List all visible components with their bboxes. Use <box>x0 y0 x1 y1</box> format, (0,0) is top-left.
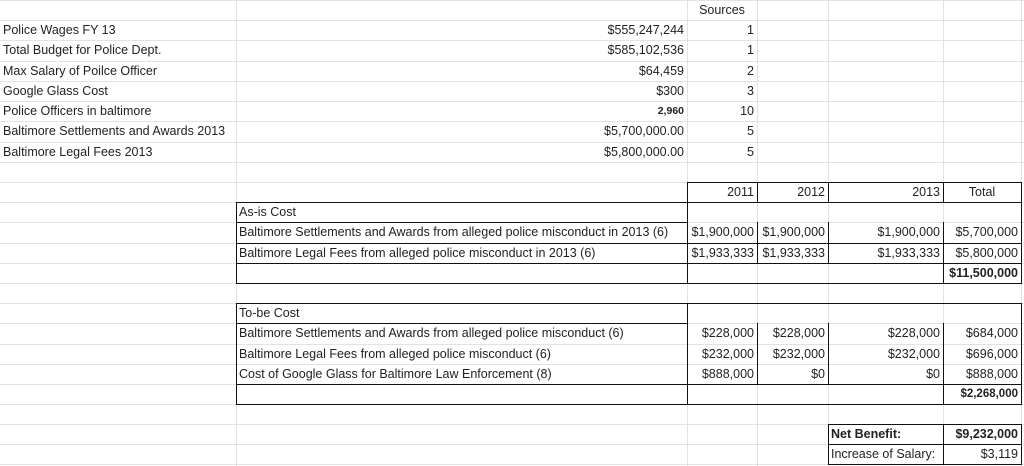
to-be-grand-total[interactable]: $2,268,000 <box>960 388 1018 400</box>
info-label[interactable]: Police Officers in baltimore <box>3 104 152 118</box>
salary-increase-value[interactable]: $3,119 <box>980 447 1018 461</box>
year-2013-header[interactable]: 2013 <box>912 185 940 199</box>
to-be-cell[interactable]: $228,000 <box>701 326 754 340</box>
as-is-cell[interactable]: $1,900,000 <box>762 225 825 239</box>
info-label[interactable]: Google Glass Cost <box>3 84 108 98</box>
info-source[interactable]: 5 <box>747 145 754 159</box>
to-be-cell[interactable]: $0 <box>811 367 825 381</box>
info-value[interactable]: 2,960 <box>657 105 684 117</box>
info-value[interactable]: $555,247,244 <box>607 23 684 37</box>
to-be-cell[interactable]: $888,000 <box>701 367 754 381</box>
net-benefit-value[interactable]: $9,232,000 <box>955 427 1018 441</box>
to-be-row-label[interactable]: Cost of Google Glass for Baltimore Law Enforcement (8) <box>239 367 552 381</box>
as-is-grand-total[interactable]: $11,500,000 <box>949 266 1018 280</box>
info-source[interactable]: 2 <box>747 64 754 78</box>
as-is-row-label[interactable]: Baltimore Legal Fees from alleged police misconduct in 2013 (6) <box>239 246 596 260</box>
info-label[interactable]: Total Budget for Police Dept. <box>3 43 162 57</box>
to-be-cell[interactable]: $684,000 <box>965 326 1018 340</box>
info-label[interactable]: Max Salary of Poilce Officer <box>3 64 157 78</box>
info-source[interactable]: 3 <box>747 84 754 98</box>
border-line <box>236 404 1022 405</box>
salary-increase-label[interactable]: Increase of Salary: <box>831 447 936 461</box>
to-be-row-label[interactable]: Baltimore Settlements and Awards from alleged police misconduct (6) <box>239 326 624 340</box>
info-source[interactable]: 5 <box>747 124 754 138</box>
info-value[interactable]: $5,700,000.00 <box>604 124 684 138</box>
to-be-cell[interactable]: $696,000 <box>965 347 1018 361</box>
to-be-title[interactable]: To-be Cost <box>239 306 300 320</box>
border-line <box>1021 424 1022 465</box>
to-be-cell[interactable]: $888,000 <box>965 367 1018 381</box>
info-source[interactable]: 1 <box>747 43 754 57</box>
info-source[interactable]: 10 <box>740 104 754 118</box>
info-source[interactable]: 1 <box>747 23 754 37</box>
info-value[interactable]: $300 <box>656 84 684 98</box>
border-line <box>828 464 1022 465</box>
as-is-cell[interactable]: $1,933,333 <box>691 246 754 260</box>
info-value[interactable]: $5,800,000.00 <box>604 145 684 159</box>
to-be-cell[interactable]: $232,000 <box>772 347 825 361</box>
as-is-cell[interactable]: $1,933,333 <box>877 246 940 260</box>
total-header[interactable]: Total <box>968 185 996 199</box>
to-be-cell[interactable]: $232,000 <box>701 347 754 361</box>
info-label[interactable]: Police Wages FY 13 <box>3 23 116 37</box>
as-is-title[interactable]: As-is Cost <box>239 205 296 219</box>
sources-header[interactable]: Sources <box>699 3 745 17</box>
info-label[interactable]: Baltimore Settlements and Awards 2013 <box>3 124 226 138</box>
to-be-cell[interactable]: $0 <box>926 367 940 381</box>
border-line <box>1021 202 1022 284</box>
to-be-row-label[interactable]: Baltimore Legal Fees from alleged police misconduct (6) <box>239 347 551 361</box>
as-is-cell[interactable]: $5,700,000 <box>955 225 1018 239</box>
border-line <box>236 263 1022 264</box>
border-line <box>1021 303 1022 405</box>
border-line <box>236 283 1022 284</box>
gridline <box>0 162 1024 163</box>
as-is-row-label[interactable]: Baltimore Settlements and Awards from alleged police misconduct in 2013 (6) <box>239 225 669 239</box>
year-2012-header[interactable]: 2012 <box>797 185 825 199</box>
info-label[interactable]: Baltimore Legal Fees 2013 <box>3 145 153 159</box>
as-is-cell[interactable]: $1,900,000 <box>691 225 754 239</box>
border-line <box>1021 182 1022 203</box>
to-be-cell[interactable]: $228,000 <box>772 326 825 340</box>
year-2011-header[interactable]: 2011 <box>727 185 754 199</box>
as-is-cell[interactable]: $1,933,333 <box>762 246 825 260</box>
gridline <box>0 0 1024 1</box>
info-value[interactable]: $585,102,536 <box>607 43 684 57</box>
as-is-cell[interactable]: $1,900,000 <box>877 225 940 239</box>
border-line <box>236 384 1022 385</box>
info-value[interactable]: $64,459 <box>638 64 684 78</box>
to-be-cell[interactable]: $228,000 <box>887 326 940 340</box>
as-is-cell[interactable]: $5,800,000 <box>955 246 1018 260</box>
net-benefit-label[interactable]: Net Benefit: <box>831 427 902 441</box>
to-be-cell[interactable]: $232,000 <box>887 347 940 361</box>
